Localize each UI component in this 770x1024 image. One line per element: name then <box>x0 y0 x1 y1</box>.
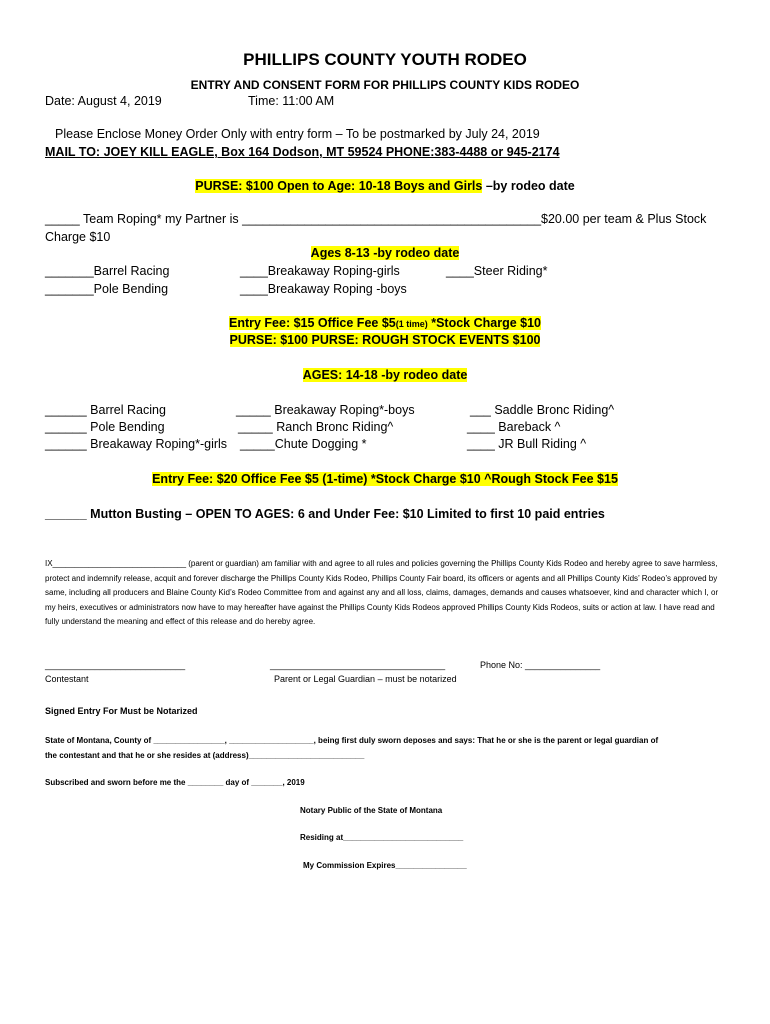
event-chute-dogging: _____Chute Dogging * <box>240 437 367 451</box>
notary-public-label: Notary Public of the State of Montana <box>300 806 443 815</box>
fee-line-14-18: Entry Fee: $20 Office Fee $5 (1-time) *Stock Charge $10 ^Rough Stock Fee $15 <box>152 472 618 486</box>
contestant-label: Contestant <box>45 674 89 684</box>
event-breakaway-boys-8-13: ____Breakaway Roping -boys <box>240 282 407 296</box>
event-barrel-racing-8-13: _______Barrel Racing <box>45 264 170 278</box>
event-breakaway-boys-14-18: _____ Breakaway Roping*-boys <box>236 403 415 417</box>
mail-to: MAIL TO: JOEY KILL EAGLE, Box 164 Dodson, MT 59524 PHONE:383-4488 or 945-2174 <box>45 145 560 159</box>
event-pole-bending-14-18: ______ Pole Bending <box>45 420 165 434</box>
open-purse-line <box>0 179 770 193</box>
ages-14-18-heading: AGES: 14-18 -by rodeo date <box>302 368 468 382</box>
ages-8-13-heading: Ages 8-13 -by rodeo date <box>310 246 460 260</box>
notary-heading: Signed Entry For Must be Notarized <box>45 706 198 716</box>
team-roping-charge: Charge $10 <box>45 230 111 244</box>
event-breakaway-girls-14-18: ______ Breakaway Roping*-girls <box>45 437 228 451</box>
guardian-signature-line: ___________________________________ <box>270 660 446 670</box>
fee-8-13-main: Entry Fee: $15 Office Fee $5 <box>228 316 396 330</box>
event-breakaway-girls-8-13: ____Breakaway Roping-girls <box>240 264 400 278</box>
open-purse-tail: –by rodeo date <box>482 179 575 193</box>
commission-expires-line: My Commission Expires________________ <box>303 861 467 870</box>
event-pole-bending-8-13: _______Pole Bending <box>45 282 169 296</box>
event-saddle-bronc: ___ Saddle Bronc Riding^ <box>470 403 615 417</box>
phone-number-field: Phone No: _______________ <box>480 660 601 670</box>
event-jr-bull-riding: ____ JR Bull Riding ^ <box>467 437 587 451</box>
open-purse-highlight: PURSE: $100 Open to Age: 10-18 Boys and Girls <box>195 179 483 193</box>
event-time: Time: 11:00 AM <box>248 94 335 108</box>
enclose-note: Please Enclose Money Order Only with entry form – To be postmarked by July 24, 2019 <box>55 127 540 141</box>
fee-8-13-tail: *Stock Charge $10 <box>427 316 541 330</box>
release-paragraph: IX______________________________ (parent or guardian) am familiar with and agree to all rules and policies governing the Phillips County Kids Rodeo and hereby agree to save harmless, protect and indemnify release, acquit and forever discharge the Phillips County Kids Rodeo, Phillips County Fair board, its officers or agents and all Phillips County Kids’ Rodeo’s approved by same, including all producers and Blaine County Kid’s Rodeo Committee from and against any and all loss, claims, damages, demands and causes whatsoever, kind and character which I, or my heirs, executives or administrators now have to may hereafter have against the Phillips County Kids Rodeos approved Phillips County Kids Rodeos, suits or action at law. I have read and fully understand the meaning and effect of this release and do hereby agree. <box>45 559 719 626</box>
event-bareback: ____ Bareback ^ <box>467 420 561 434</box>
subscribed-line: Subscribed and sworn before me the ________ day of _______, 2019 <box>45 778 305 787</box>
state-county-line: State of Montana, County of ________________, ___________________, being first duly sworn deposes and says: That he or she is the parent or legal guardian of <box>45 736 659 745</box>
team-roping-line: _____ Team Roping* my Partner is ___________________________________________$20.00 per team & Plus Stock <box>45 212 707 226</box>
contestant-signature-line: ____________________________ <box>45 660 186 670</box>
mutton-busting-line: ______ Mutton Busting – OPEN TO AGES: 6 and Under Fee: $10 Limited to first 10 paid entries <box>45 507 605 521</box>
event-barrel-racing-14-18: ______ Barrel Racing <box>45 403 166 417</box>
page-title: PHILLIPS COUNTY YOUTH RODEO <box>243 50 527 69</box>
guardian-label: Parent or Legal Guardian – must be notarized <box>274 674 457 684</box>
residence-line: the contestant and that he or she resides at (address)__________________________ <box>45 751 365 760</box>
form-subtitle: ENTRY AND CONSENT FORM FOR PHILLIPS COUNTY KIDS RODEO <box>190 78 580 92</box>
residing-at-line: Residing at___________________________ <box>300 833 464 842</box>
purse-line-8-13: PURSE: $100 PURSE: ROUGH STOCK EVENTS $100 <box>229 333 541 347</box>
fee-8-13-small: (1 time) <box>395 319 428 329</box>
event-steer-riding: ____Steer Riding* <box>446 264 548 278</box>
event-date: Date: August 4, 2019 <box>45 94 162 108</box>
event-ranch-bronc: _____ Ranch Bronc Riding^ <box>238 420 394 434</box>
fee-line-8-13 <box>0 316 770 330</box>
